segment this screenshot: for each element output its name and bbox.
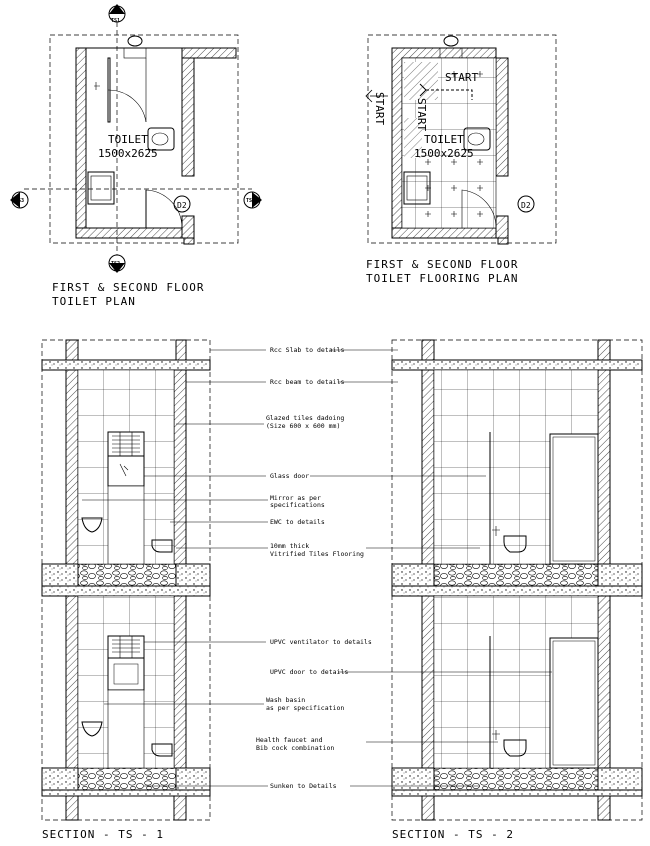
ventilator xyxy=(124,48,146,58)
note-health-faucet-1: Health faucet and xyxy=(256,736,323,744)
wash-basin-counter xyxy=(88,172,114,204)
ts1-slab-top xyxy=(42,360,210,370)
note-mirror-2: specifications xyxy=(270,501,325,509)
wall-top xyxy=(76,48,236,58)
ts1-glass-door-upper xyxy=(108,486,144,564)
section-right-title: SECTION - TS - 2 xyxy=(392,828,514,841)
ts1-mirror-upper xyxy=(108,456,144,486)
note-rcc-beam: Rcc beam to details xyxy=(270,378,345,386)
section-left-title: SECTION - TS - 1 xyxy=(42,828,164,841)
tap-symbol xyxy=(94,82,100,90)
room-name-right: TOILET xyxy=(424,133,464,146)
note-upvc-door: UPVC door to details xyxy=(270,668,349,676)
toilet-plan xyxy=(10,4,262,308)
note-tile-size: (Size 600 x 600 mm) xyxy=(266,422,341,430)
plan-left-title-2: TOILET PLAN xyxy=(52,295,136,308)
note-flooring-2: Vitrified Tiles Flooring xyxy=(270,550,364,558)
inner-door-swing xyxy=(108,90,146,122)
note-health-faucet-2: Bib cock combination xyxy=(256,744,335,752)
svg-text:TS4: TS4 xyxy=(246,198,256,204)
ts2-wall-right-lower xyxy=(598,596,610,768)
start-label-2: START xyxy=(373,92,386,126)
plan-left-title-1: FIRST & SECOND FLOOR xyxy=(52,281,205,294)
section-marker-right xyxy=(244,192,262,208)
notes xyxy=(256,346,372,790)
note-ewc: EWC to details xyxy=(270,518,325,526)
svg-text:TS1: TS1 xyxy=(111,18,121,24)
note-upvc-ventilator: UPVC ventilator to details xyxy=(270,638,372,646)
room-size-right: 1500x2625 xyxy=(414,147,474,160)
door-tag-left: D2 xyxy=(177,201,187,210)
svg-text:TS2: TS2 xyxy=(111,261,121,267)
ts1-wall-right-upper xyxy=(174,370,186,564)
ventilator-mark xyxy=(128,36,142,46)
ts1-mirror-lower xyxy=(108,658,144,690)
ts2-upvc-door-upper xyxy=(550,434,598,564)
note-mirror-1: Mirror as per xyxy=(270,494,321,502)
ts1-wall-left-upper xyxy=(66,370,78,564)
section-ts2 xyxy=(392,340,642,841)
ts1-wall-left-lower xyxy=(66,596,78,768)
note-wash-basin-2: as per specification xyxy=(266,704,345,712)
ts2-sunken-1 xyxy=(434,564,598,586)
ts1-slab-mid xyxy=(42,586,210,596)
door-tag-right: D2 xyxy=(521,201,531,210)
section-marker-bottom xyxy=(109,255,125,273)
section-ts1 xyxy=(42,340,210,841)
note-sunken: Sunken to Details xyxy=(270,782,337,790)
section-marker-top xyxy=(109,4,125,24)
svg-text:TS3: TS3 xyxy=(15,198,25,204)
start-label-3: START xyxy=(415,98,428,132)
wall-right xyxy=(182,58,194,176)
toilet-flooring-plan xyxy=(366,35,556,285)
ts2-wall-right-upper xyxy=(598,370,610,564)
ts1-sunken-2 xyxy=(78,768,176,790)
ts2-slab-top xyxy=(392,360,642,370)
wall-right-lower xyxy=(182,216,194,238)
wall-right-right-plan xyxy=(496,58,508,176)
ts2-slab-mid xyxy=(392,586,642,596)
section-marker-left xyxy=(10,192,28,208)
wall-bottom-right-plan xyxy=(392,228,508,244)
room-size-left: 1500x2625 xyxy=(98,147,158,160)
ts1-ventilator-lower xyxy=(108,636,144,658)
note-rcc-slab: Rcc Slab to details xyxy=(270,346,345,354)
room-name-left: TOILET xyxy=(108,133,148,146)
ts2-upvc-door-lower xyxy=(550,638,598,768)
ts1-sunken-1 xyxy=(78,564,176,586)
ts1-slab-bottom xyxy=(42,790,210,796)
plan-right-title-2: TOILET FLOORING PLAN xyxy=(366,272,519,285)
ts2-wall-left-upper xyxy=(422,370,434,564)
plan-right-title-1: FIRST & SECOND FLOOR xyxy=(366,258,519,271)
wall-right-lower-right-plan xyxy=(496,216,508,238)
ts2-sunken-2 xyxy=(434,768,598,790)
wall-left xyxy=(76,48,86,238)
note-glazed-tiles: Glazed tiles dadoing xyxy=(266,414,345,422)
ts1-wall-right-lower xyxy=(174,596,186,768)
wall-bottom xyxy=(76,228,194,244)
start-label-1: START xyxy=(445,71,479,84)
note-flooring-1: 10mm thick xyxy=(270,542,310,550)
note-wash-basin-1: Wash basin xyxy=(266,696,306,704)
note-glass-door: Glass door xyxy=(270,472,310,480)
ts1-glass-door-lower xyxy=(108,690,144,768)
